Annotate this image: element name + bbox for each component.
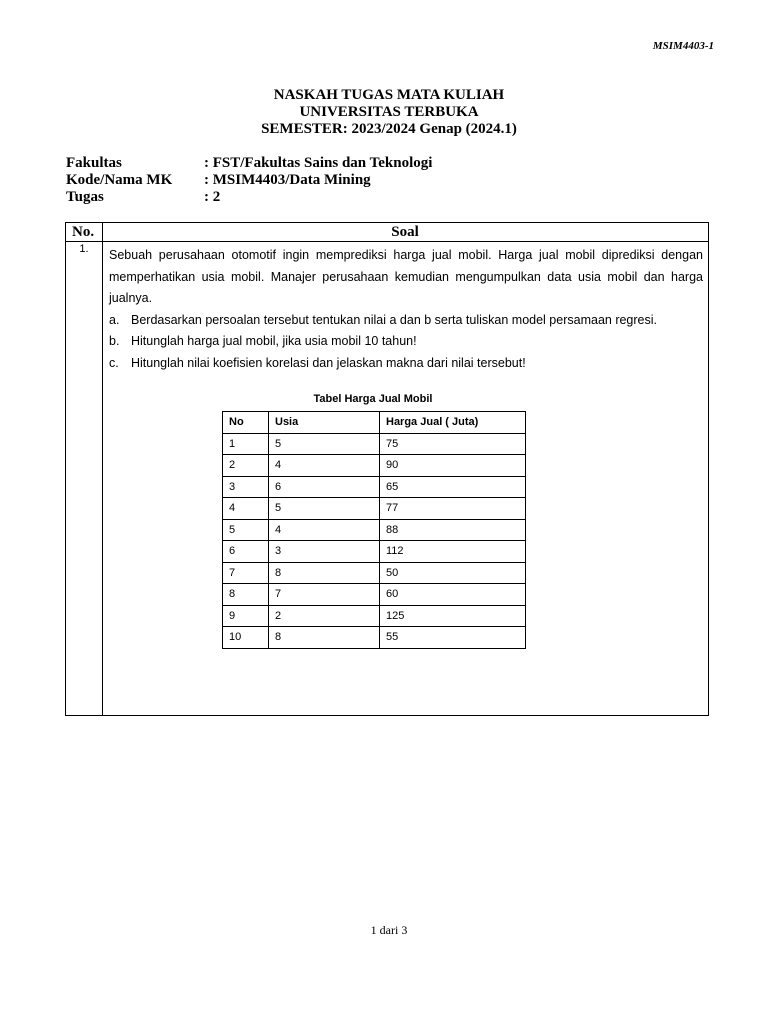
sub-question-a xyxy=(109,310,703,332)
table-row xyxy=(223,541,526,563)
meta-label: Kode/Nama MK xyxy=(66,172,173,188)
column-header: No xyxy=(223,412,269,434)
table-cell: 5 xyxy=(269,498,380,520)
sub-question-letter: b. xyxy=(109,334,120,348)
task-table-header xyxy=(66,223,708,242)
table-cell: 60 xyxy=(380,584,526,606)
table-cell: 5 xyxy=(269,433,380,455)
course-info xyxy=(66,155,432,206)
table-cell: 55 xyxy=(380,627,526,649)
table-row xyxy=(223,584,526,606)
header-university: UNIVERSITAS TERBUKA xyxy=(299,104,479,120)
sub-question-text: Hitunglah nilai koefisien korelasi dan jelaskan makna dari nilai tersebut! xyxy=(131,355,526,370)
table-cell: 5 xyxy=(223,519,269,541)
table-cell: 4 xyxy=(269,455,380,477)
table-row xyxy=(223,605,526,627)
table-cell: 2 xyxy=(223,455,269,477)
table-cell: 90 xyxy=(380,455,526,477)
column-divider xyxy=(102,223,103,715)
table-cell: 75 xyxy=(380,433,526,455)
meta-label: Fakultas xyxy=(66,155,122,171)
sub-question-text: Hitunglah harga jual mobil, jika usia mobil 10 tahun! xyxy=(131,334,417,348)
column-header-soal: Soal xyxy=(391,224,419,240)
sub-question-b xyxy=(109,331,703,353)
question-intro: Sebuah perusahaan otomotif ingin memprediksi harga jual mobil. Harga jual mobil diprediksi dengan memperhatikan usia mobil. Manajer perusahaan kemudian mengumpulkan data usia mobil dan harga jualnya. xyxy=(109,248,703,305)
header-title: NASKAH TUGAS MATA KULIAH xyxy=(273,87,505,103)
question-number: 1. xyxy=(79,243,89,255)
meta-value: : FST/Fakultas Sains dan Teknologi xyxy=(204,155,433,171)
document-header xyxy=(0,87,768,138)
table-cell: 7 xyxy=(223,562,269,584)
table-row xyxy=(223,455,526,477)
table-cell: 8 xyxy=(223,584,269,606)
table-cell: 9 xyxy=(223,605,269,627)
table-cell: 6 xyxy=(223,541,269,563)
table-row xyxy=(223,627,526,649)
meta-row-course xyxy=(66,172,432,189)
table-cell: 65 xyxy=(380,476,526,498)
header-semester: SEMESTER: 2023/2024 Genap (2024.1) xyxy=(261,121,517,137)
sub-question-c xyxy=(109,353,703,375)
document-code: MSIM4403-1 xyxy=(652,40,714,52)
car-price-table xyxy=(222,411,526,649)
table-cell: 4 xyxy=(269,519,380,541)
table-cell: 50 xyxy=(380,562,526,584)
data-table-title: Tabel Harga Jual Mobil xyxy=(313,393,433,405)
column-header-no: No. xyxy=(72,224,95,240)
table-cell: 8 xyxy=(269,562,380,584)
table-row xyxy=(223,433,526,455)
table-cell: 8 xyxy=(269,627,380,649)
table-cell: 1 xyxy=(223,433,269,455)
table-cell: 3 xyxy=(269,541,380,563)
table-row xyxy=(223,519,526,541)
table-row xyxy=(223,498,526,520)
table-cell: 3 xyxy=(223,476,269,498)
table-row xyxy=(223,562,526,584)
table-cell: 2 xyxy=(269,605,380,627)
table-cell: 4 xyxy=(223,498,269,520)
page-number: 1 dari 3 xyxy=(370,923,408,937)
meta-row-fakultas xyxy=(66,155,432,172)
table-cell: 6 xyxy=(269,476,380,498)
table-header-row xyxy=(223,412,526,434)
table-cell: 77 xyxy=(380,498,526,520)
meta-row-tugas xyxy=(66,189,432,206)
table-cell: 10 xyxy=(223,627,269,649)
column-header: Harga Jual ( Juta) xyxy=(380,412,526,434)
meta-value: : MSIM4403/Data Mining xyxy=(204,172,371,188)
table-row xyxy=(223,476,526,498)
table-cell: 112 xyxy=(380,541,526,563)
sub-question-text: Berdasarkan persoalan tersebut tentukan nilai a dan b serta tuliskan model persamaan regresi. xyxy=(131,312,658,327)
table-cell: 88 xyxy=(380,519,526,541)
sub-question-letter: a. xyxy=(109,312,120,327)
sub-question-letter: c. xyxy=(109,355,119,370)
column-header: Usia xyxy=(269,412,380,434)
table-cell: 7 xyxy=(269,584,380,606)
meta-label: Tugas xyxy=(66,189,104,205)
question-text xyxy=(109,245,703,374)
meta-value: : 2 xyxy=(204,189,221,205)
table-cell: 125 xyxy=(380,605,526,627)
